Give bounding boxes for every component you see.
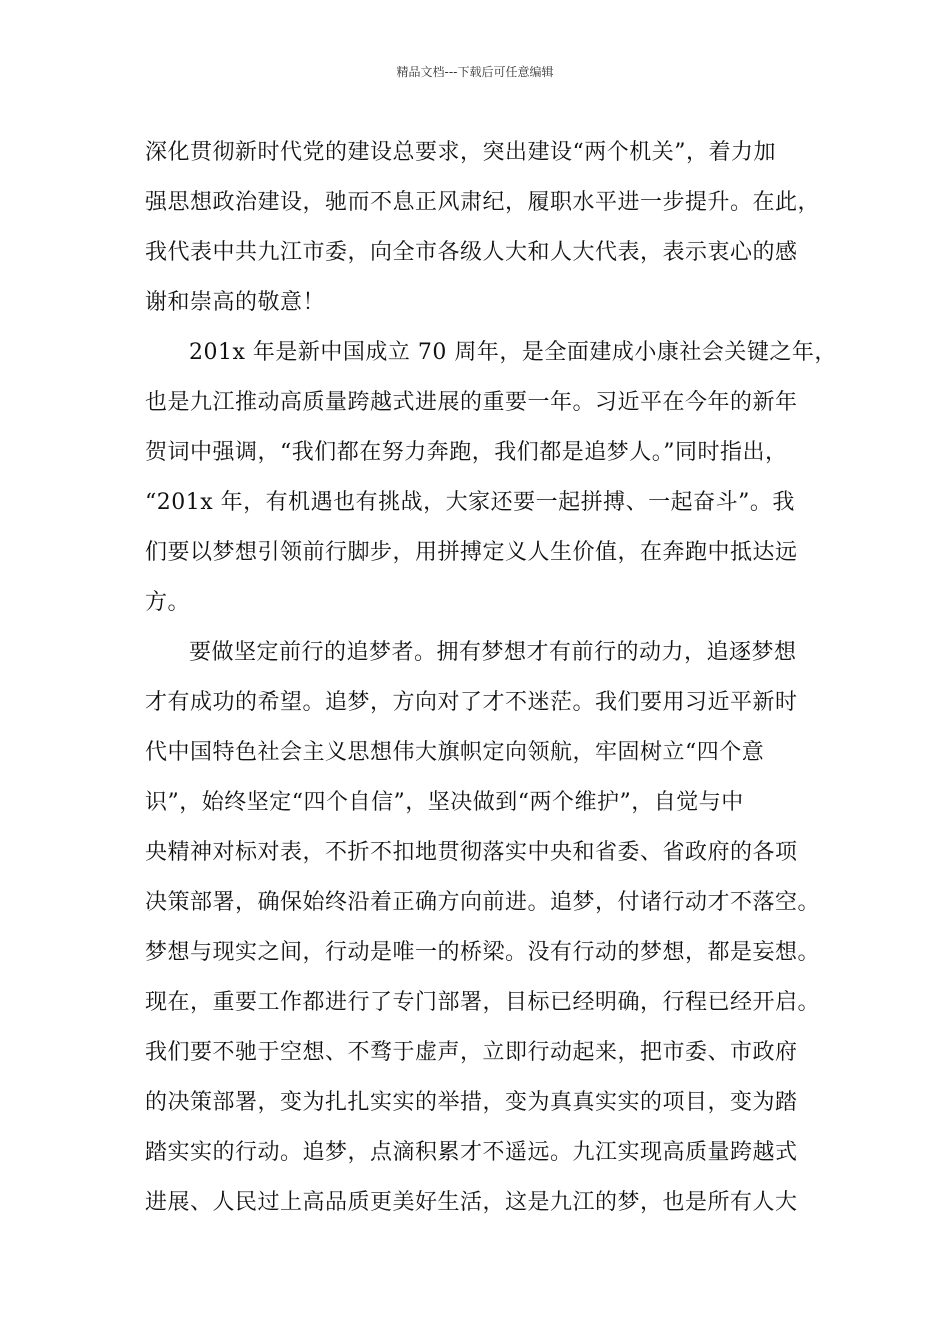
- page-header: 精品文档---下载后可任意编辑: [396, 65, 554, 79]
- paragraph-2-line-5: 们要以梦想引领前行脚步，用拼搏定义人生价值，在奔跑中抵达远: [145, 540, 798, 565]
- document-body: [145, 128, 837, 1228]
- paragraph-3-line-12: 进展、人民过上高品质更美好生活，这是九江的梦，也是所有人大: [145, 1190, 798, 1215]
- paragraph-3-line-2: 才有成功的希望。追梦，方向对了才不迷茫。我们要用习近平新时: [145, 690, 798, 715]
- paragraph-1-line-2: 强思想政治建设，驰而不息正风肃纪，履职水平进一步提升。在此，: [145, 190, 821, 215]
- paragraph-2-line-3: 贺词中强调，“我们都在努力奔跑，我们都是追梦人。”同时指出，: [145, 440, 788, 465]
- paragraph-1-line-1: 深化贯彻新时代党的建设总要求，突出建设“两个机关”，着力加: [145, 140, 776, 165]
- paragraph-1-line-4: 谢和崇高的敬意！: [145, 290, 326, 315]
- paragraph-3-line-4: 识”，始终坚定“四个自信”，坚决做到“两个维护”，自觉与中: [145, 790, 744, 815]
- paragraph-3-line-11: 踏实实的行动。追梦，点滴积累才不遥远。九江实现高质量跨越式: [145, 1140, 798, 1165]
- paragraph-3-line-8: 现在，重要工作都进行了专门部署，目标已经明确，行程已经开启。: [145, 990, 821, 1015]
- paragraph-3-line-3: 代中国特色社会主义思想伟大旗帜定向领航，牢固树立“四个意: [145, 740, 765, 765]
- paragraph-3-line-9: 我们要不驰于空想、不骛于虚声，立即行动起来，把市委、市政府: [145, 1040, 798, 1065]
- paragraph-3-line-1: 要做坚定前行的追梦者。拥有梦想才有前行的动力，追逐梦想: [189, 640, 797, 665]
- paragraph-3-line-10: 的决策部署，变为扎扎实实的举措，变为真真实实的项目，变为踏: [145, 1090, 798, 1115]
- paragraph-3-line-6: 决策部署，确保始终沿着正确方向前进。追梦，付诸行动才不落空。: [145, 890, 821, 915]
- paragraph-2-line-1: 201x 年是新中国成立 70 周年，是全面建成小康社会关键之年，: [189, 340, 837, 365]
- paragraph-1-line-3: 我代表中共九江市委，向全市各级人大和人大代表，表示衷心的感: [145, 240, 798, 265]
- paragraph-2-line-4: “201x 年，有机遇也有挑战，大家还要一起拼搏、一起奋斗”。我: [145, 490, 795, 515]
- paragraph-3-line-5: 央精神对标对表，不折不扣地贯彻落实中央和省委、省政府的各项: [145, 840, 798, 865]
- paragraph-3-line-7: 梦想与现实之间，行动是唯一的桥梁。没有行动的梦想，都是妄想。: [145, 940, 821, 965]
- paragraph-2-line-2: 也是九江推动高质量跨越式进展的重要一年。习近平在今年的新年: [145, 390, 798, 415]
- paragraph-2-line-6: 方。: [145, 590, 191, 615]
